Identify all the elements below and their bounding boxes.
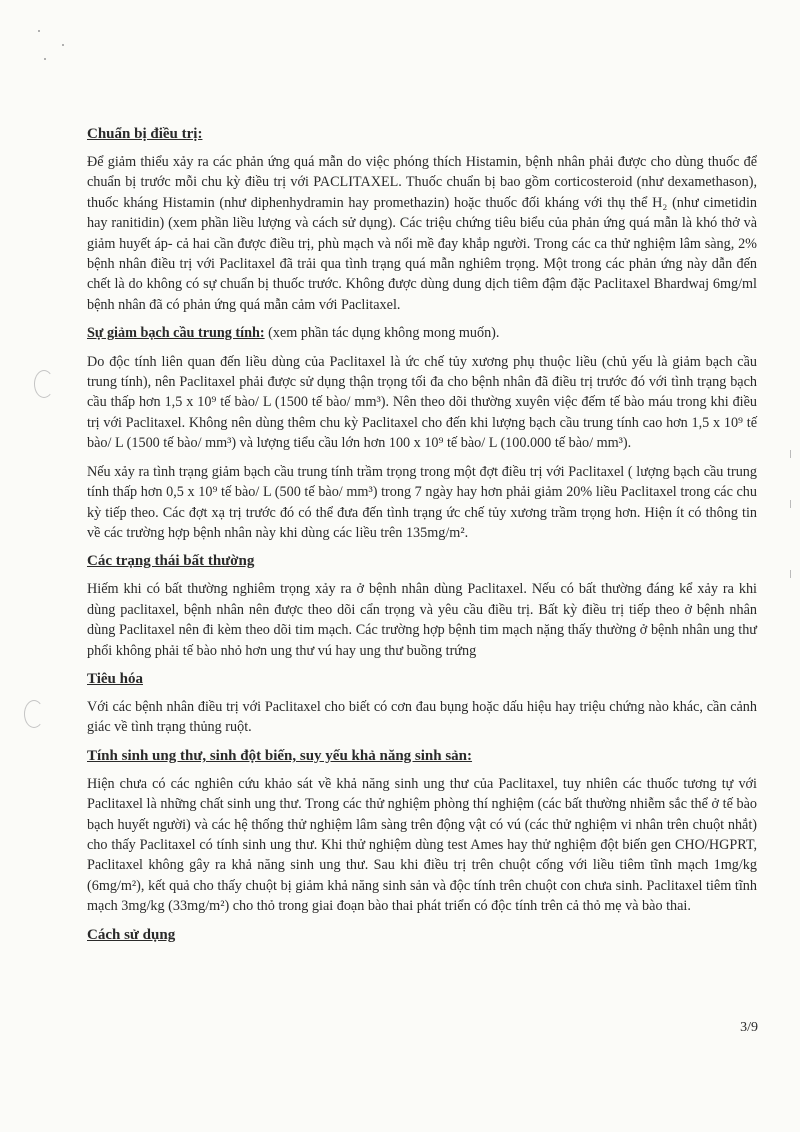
paragraph-carcinogenicity: Hiện chưa có các nghiên cứu khảo sát về khả năng sinh ung thư của Paclitaxel, tuy nhiên các thuốc tương tự với Paclitaxel là những chất sinh ung thư. Trong các thử nghiệm phòng thí nghiệm (các bất thường nhiễm sắc thể ở tế bào bạch huyết người) và các hệ thống thử nghiệm lâm sàng trên động vật có vú (các thử nghiệm vi nhân trên chuột nhắt) cho thấy Paclitaxel có tính sinh ung thư. Khi thử nghiệm dùng test Ames hay thử nghiệm đột biến gen CHO/HGPRT, Paclitaxel không gây ra khả năng sinh ung thư. Sau khi điều trị trên chuột cống với liều tiêm tĩnh mạch 1mg/kg (6mg/m²), kết quả cho thấy chuột bị giảm khả năng sinh sản và độc tính trên chuột con chưa sinh. Paclitaxel tiêm tĩnh mạch 3mg/kg (33mg/m²) cho thỏ trong giai đoạn bào thai phát triển có độc tính trên cả thỏ mẹ và bào thai.: [87, 775, 757, 915]
punch-hole-mark: [24, 700, 44, 728]
section-heading-digestion: Tiêu hóa: [87, 670, 143, 687]
section-heading-carcinogenicity: Tính sinh ung thư, sinh đột biến, suy yếu khả năng sinh sản:: [87, 747, 473, 764]
edge-artifact: [790, 500, 791, 508]
section-heading-neutropenia: Sự giảm bạch cầu trung tính:: [87, 325, 265, 342]
paragraph-digestion: Với các bệnh nhân điều trị với Paclitaxel cho biết có cơn đau bụng hoặc dấu hiệu hay triệu chứng nào khác, cần cảnh giác về tình trạng thủng ruột.: [87, 698, 757, 736]
scan-speck: [44, 58, 46, 60]
document-body: [87, 124, 757, 953]
page-number: 3/9: [740, 1020, 758, 1035]
section-heading-abnormal-states: Các trạng thái bất thường: [87, 553, 255, 570]
paragraph-neutropenia-intro: [87, 323, 757, 343]
neutropenia-intro-text: (xem phần tác dụng không mong muốn).: [264, 325, 500, 342]
punch-hole-mark: [34, 370, 54, 398]
edge-artifact: [790, 570, 791, 578]
edge-artifact: [790, 450, 791, 458]
paragraph-neutropenia-dosage: Do độc tính liên quan đến liều dùng của Paclitaxel là ức chế tủy xương phụ thuộc liều (chủ yếu là giảm bạch cầu trung tính), nên Paclitaxel phải được sử dụng thận trọng tối đa cho bệnh nhân đã điều trị trước đó với tình trạng bạch cầu thấp hơn 1,5 x 10⁹ tế bào/ L (1500 tế bào/ mm³). Nên theo dõi thường xuyên việc đếm tế bào máu trong khi điều trị với Paclitaxel. Không nên dùng thêm chu kỳ Paclitaxel cho đến khi lượng bạch cầu trung tính cao hơn 1,5 x 10⁹ tế bào/ L (1500 tế bào/ mm³) và lượng tiểu cầu lớn hơn 100 x 10⁹ tế bào/ L (100.000 tế bào/ mm³).: [87, 353, 757, 452]
scan-speck: [38, 30, 40, 32]
section-heading-usage: Cách sử dụng: [87, 926, 176, 943]
scan-speck: [62, 44, 64, 46]
paragraph-abnormal-states: Hiếm khi có bất thường nghiêm trọng xảy ra ở bệnh nhân dùng Paclitaxel. Nếu có bất thường đáng kể xảy ra khi dùng paclitaxel, bệnh nhân nên được theo dõi cẩn trọng và yêu cầu điều trị. Bất kỳ điều trị tiếp theo ở bệnh nhân dùng Paclitaxel nên đi kèm theo dõi tim mạch. Các trường hợp bệnh tim mạch nặng thấy thường ở bệnh nhân ung thư phổi không phải tế bào nhỏ hơn ung thư vú hay ung thư buồng trứng: [87, 581, 757, 659]
paragraph-neutropenia-severe: Nếu xảy ra tình trạng giảm bạch cầu trung tính trầm trọng trong một đợt điều trị với Paclitaxel ( lượng bạch cầu trung tính thấp hơn 0,5 x 10⁹ tế bào/ L (500 tế bào/ mm³) trong 7 ngày hay hơn phải giảm 20% liều Paclitaxel trong các chu kỳ tiếp theo. Các đợt xạ trị trước đó có thể đưa đến tình trạng ức chế tủy xương trầm trọng hơn. Hiện ít có thông tin về các trường hợp bệnh nhân này khi dùng các liều trên 135mg/m².: [87, 463, 757, 541]
section-heading-preparation: Chuẩn bị điều trị:: [87, 126, 203, 142]
paragraph-preparation: Để giảm thiểu xảy ra các phản ứng quá mẫn do việc phóng thích Histamin, bệnh nhân phải được cho dùng thuốc để chuẩn bị trước mỗi chu kỳ điều trị với PACLITAXEL. Thuốc chuẩn bị bao gồm corticosteroid (như dexamethason), thuốc kháng Histamin (như diphenhydramin hay promethazin) hoặc thuốc đối kháng với thụ thể H₂ (như cimetidin hay ranitidin) (xem phần liều lượng và cách sử dụng). Các triệu chứng tiêu biểu của phản ứng quá mẫn là khó thở và giảm huyết áp- cả hai cần được điều trị, phù mạch và nổi mề đay khắp người. Trong các ca thử nghiệm lâm sàng, 2% bệnh nhân điều trị với Paclitaxel đã trải qua tình trạng quá mẫn nghiêm trọng. Một trong các phản ứng này dẫn đến chết là do không có sự chuẩn bị thuốc trước. Không được dùng dung dịch tiêm đậm đặc Paclitaxel Bhardwaj 6mg/ml bệnh nhân đã có phản ứng quá mẫn cảm với Paclitaxel.: [87, 154, 757, 313]
